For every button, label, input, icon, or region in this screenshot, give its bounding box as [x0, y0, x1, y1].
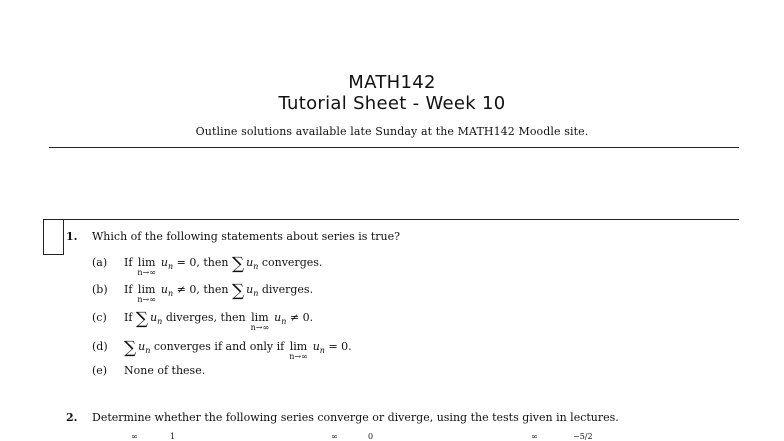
- option-b-label: (b): [92, 283, 108, 296]
- option-d-limit: [289, 340, 308, 361]
- cutoff-infinity-3: ∞: [531, 432, 538, 441]
- option-b-if: If: [124, 283, 133, 296]
- option-c-lim: lim: [251, 311, 269, 324]
- option-d-mid: converges if and only if: [153, 340, 285, 353]
- option-e-label: (e): [92, 364, 108, 377]
- option-b-lim: lim: [137, 283, 156, 296]
- question-1-text: Which of the following statements about series is true?: [92, 230, 401, 243]
- option-c-limit: [250, 311, 270, 332]
- option-b-lim-sub: n→∞: [137, 295, 156, 304]
- option-d-label: (d): [92, 340, 108, 353]
- option-e-text: None of these.: [124, 364, 206, 377]
- question-marker-box: [43, 219, 63, 255]
- solutions-note: Outline solutions available late Sunday at the MATH142 Moodle site.: [195, 125, 589, 138]
- option-a-text: [124, 254, 323, 277]
- cutoff-infinity-2: ∞: [331, 432, 338, 441]
- option-d-lim-sub: n→∞: [289, 352, 308, 361]
- option-c-tail: ≠ 0.: [289, 311, 314, 324]
- sheet-title: Tutorial Sheet - Week 10: [278, 93, 506, 114]
- option-a-lim: lim: [137, 256, 156, 269]
- question-1-number: 1.: [66, 230, 78, 243]
- option-d-u1: u: [138, 340, 146, 353]
- question-marker-line: [63, 219, 64, 255]
- option-d-text: [124, 338, 352, 361]
- option-c-mid: diverges, then: [165, 311, 246, 324]
- course-code: MATH142: [348, 72, 436, 93]
- option-b-u2: u: [246, 283, 254, 296]
- option-b-limit: [137, 283, 156, 304]
- option-c-label: (c): [92, 311, 107, 324]
- option-d-n1: n: [145, 346, 151, 356]
- cutoff-zero: 0: [368, 432, 374, 441]
- option-b-sum-symbol: ∑: [231, 281, 245, 301]
- question-rule: [64, 219, 739, 220]
- header-rule: [49, 147, 739, 148]
- option-d-u2: u: [312, 340, 320, 353]
- option-c-n2: n: [281, 317, 287, 327]
- cutoff-one: 1: [170, 432, 176, 441]
- option-a-u2: u: [246, 256, 254, 269]
- option-d-n2: n: [319, 346, 325, 356]
- option-c-u1: u: [150, 311, 158, 324]
- option-a-label: (a): [92, 256, 108, 269]
- option-a-n1: n: [167, 262, 174, 272]
- option-a-u1: u: [160, 256, 168, 269]
- cutoff-infinity-1: ∞: [131, 432, 138, 441]
- option-c-if: If: [124, 311, 133, 324]
- option-b-text: [124, 281, 314, 304]
- option-b-cond: ≠ 0, then: [176, 283, 229, 296]
- option-b-n1: n: [167, 289, 174, 299]
- option-b-n2: n: [253, 289, 259, 299]
- option-b-tail: diverges.: [261, 283, 314, 296]
- option-a-sum-symbol: ∑: [231, 254, 245, 274]
- cutoff-exponent: −5/2: [573, 432, 593, 441]
- option-c-sum-symbol: ∑: [135, 309, 149, 329]
- option-c-lim-sub: n→∞: [250, 323, 270, 332]
- option-a-if: If: [124, 256, 133, 269]
- option-d-lim: lim: [289, 340, 308, 353]
- option-d-tail: = 0.: [328, 340, 352, 353]
- option-c-n1: n: [157, 317, 163, 327]
- question-2-number: 2.: [66, 411, 78, 424]
- option-c-text: [124, 309, 314, 332]
- option-a-lim-sub: n→∞: [137, 268, 156, 277]
- option-a-tail: converges.: [261, 256, 323, 269]
- option-a-cond: = 0, then: [176, 256, 229, 269]
- option-c-u2: u: [274, 311, 282, 324]
- option-a-n2: n: [253, 262, 259, 272]
- question-2-text: Determine whether the following series converge or diverge, using the tests given in lectures.: [92, 411, 619, 424]
- option-d-sum-symbol: ∑: [124, 338, 137, 358]
- option-a-limit: [137, 256, 156, 277]
- option-b-u1: u: [160, 283, 168, 296]
